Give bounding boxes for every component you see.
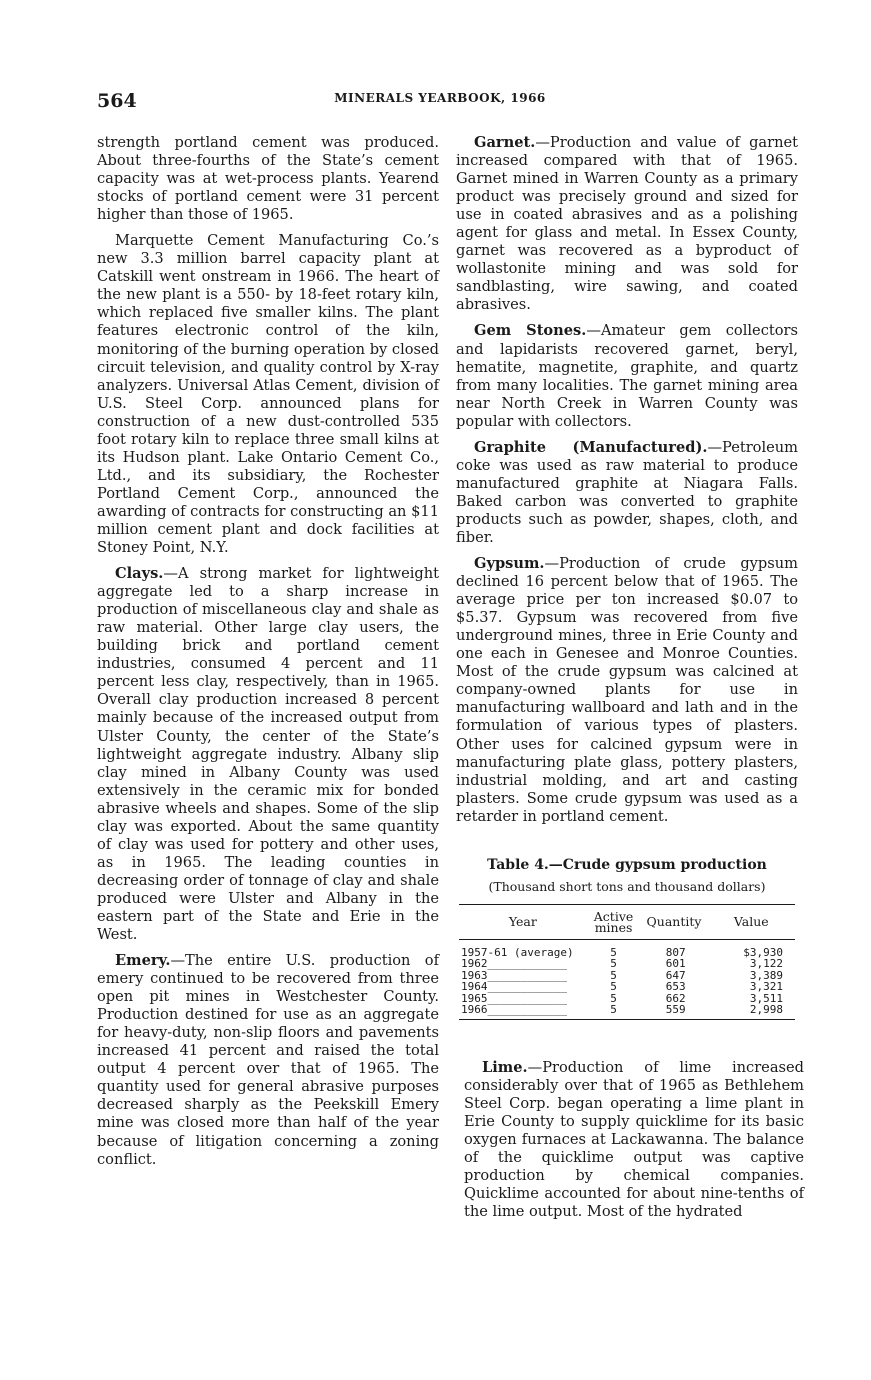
- cell-mines: 5: [610, 968, 617, 982]
- header-year: Year: [459, 904, 587, 939]
- garnet-heading: Garnet.: [474, 134, 536, 151]
- cell-quantity: 653: [665, 980, 686, 994]
- emery-text: —The entire U.S. production of emery continued to be recovered from three open pit mines in Westchester County. Production destined for use as an aggregate for heavy-duty, non-slip floors and pavements increased 41 percent and raised the total output 4 percent over that of 1965. The quantity used for general abrasive purposes decreased sharply as the Peekskill Emery mine was closed more than half of the year because of litigation concerning a zoning conflict.: [97, 952, 439, 1168]
- cell-quantity: 807: [665, 945, 686, 959]
- section-clays: [97, 565, 439, 944]
- cell-value: $3,930: [743, 945, 783, 959]
- gypsum-table-block: [459, 856, 795, 1020]
- emery-heading: Emery.: [115, 952, 171, 970]
- right-column: [456, 134, 798, 1020]
- cell-year: 1966____________: [459, 1004, 587, 1019]
- cell-year: 1962____________: [461, 957, 567, 971]
- section-emery: [97, 952, 439, 1169]
- table-row: [459, 939, 795, 958]
- header-quantity: Quantity: [640, 904, 707, 939]
- gem-stones-heading: Gem Stones.: [474, 322, 587, 340]
- lime-heading: Lime.: [482, 1059, 528, 1076]
- gypsum-production-table: [459, 904, 795, 1020]
- running-title: MINERALS YEARBOOK, 1966: [334, 91, 546, 105]
- cell-value: 3,389: [749, 968, 783, 982]
- section-gem-stones: [456, 322, 798, 430]
- cell-year: 1965____________: [461, 991, 567, 1005]
- cell-mines: 5: [610, 945, 617, 959]
- gem-stones-text: —Amateur gem collectors and lapidarists recovered garnet, beryl, hematite, magnetite, graphite, and quartz from many localities. The garnet mining area near North Creek in Warren County was popular with collectors.: [456, 322, 798, 430]
- cell-value: 3,511: [749, 991, 783, 1005]
- section-graphite: [456, 439, 798, 547]
- lime-text: —Production of lime increased considerably over that of 1965 as Bethlehem Steel Corp. began operating a lime plant in Erie County to supply quicklime for its basic oxygen furnaces at Lackawanna. The balance of the quicklime output was captive production by chemical companies. Quicklime accounted for about nine-tenths of the lime output. Most of the hydrated: [464, 1059, 804, 1221]
- cell-value: 3,321: [749, 980, 783, 994]
- section-gypsum: [456, 555, 798, 826]
- header-active-mines: Active mines: [587, 904, 641, 939]
- cell-year: 1963____________: [461, 968, 567, 982]
- cell-value: 3,122: [749, 957, 783, 971]
- paragraph-marquette-cement: Marquette Cement Manufacturing Co.’s new 3.3 million barrel capacity plant at Catskill went onstream in 1966. The heart of the new plant is a 550- by 18-feet rotary kiln, which replaced five smaller kilns. The plant features electronic control of the kiln, monitoring of the burning operation by closed circuit television, and quality control by X-ray analyzers. Universal Atlas Cement, division of U.S. Steel Corp. announced plans for construction of a new dust-controlled 535 foot rotary kiln to replace three small kilns at its Hudson plant. Lake Ontario Cement Co., Ltd., and its subsidiary, the Rochester Portland Cement Corp., announced the awarding of contracts for constructing an $11 million cement plant and dock facilities at Stoney Point, N.Y.: [97, 232, 440, 557]
- cell-year: 1957-61 (average): [461, 945, 574, 959]
- cell-quantity: 662: [665, 991, 686, 1005]
- garnet-text: —Production and value of garnet increased compared with that of 1965. Garnet mined in Warren County as a primary product was precisely ground and sized for use in coated abrasives and as a polishing agent for glass and metal. In Essex County, garnet was recovered as a byproduct of wollastonite mining and was sold for sandblasting, wire sawing, and coated abrasives.: [456, 134, 798, 314]
- cell-mines: 5: [587, 1004, 641, 1019]
- cell-quantity: 559: [640, 1004, 707, 1019]
- table-title: Table 4.—Crude gypsum production: [487, 856, 767, 873]
- cell-quantity: 601: [665, 957, 686, 971]
- gypsum-text: —Production of crude gypsum declined 16 percent below that of 1965. The average price per ton increased $0.07 to $5.37. Gypsum was recovered from five underground mines, three in Erie County and one each in Genesee and Monroe Counties. Most of the crude gypsum was calcined at company-owned plants for use in manufacturing wallboard and lath and in the formulation of various types of plasters. Other uses for calcined gypsum were in manufacturing plate glass, pottery plasters, industrial molding, and art and casting plasters. Some crude gypsum was used as a retarder in portland cement.: [456, 555, 798, 825]
- graphite-heading: Graphite (Manufactured).: [474, 438, 708, 456]
- paragraph-cement-continued: strength portland cement was produced. About three-fourths of the State’s cement capacity was at wet-process plants. Yearend stocks of portland cement were 31 percent higher than those of 1965.: [97, 134, 439, 224]
- cell-quantity: 647: [665, 968, 686, 982]
- left-column: [97, 134, 439, 1177]
- clays-text: —A strong market for lightweight aggregate led to a sharp increase in production of miscellaneous clay and shale as raw material. Other large clay users, the building brick and portland cement industries, consumed 4 percent and 11 percent less clay, respectively, than in 1965. Overall clay production increased 8 percent mainly because of the increased output from Ulster County, the center of the State’s lightweight aggregate industry. Albany slip clay mined in Albany County was used extensively in the ceramic mix for bonded abrasive wheels and shapes. Some of the slip clay was exported. About the same quantity of clay was used for pottery and other uses, as in 1965. The leading counties in decreasing order of tonnage of clay and shale produced were Ulster and Albany in the eastern part of the State and Erie in the West.: [97, 565, 439, 944]
- header-value: Value: [708, 904, 795, 939]
- right-column-lower: [464, 1059, 804, 1229]
- graphite-text: —Petroleum coke was used as raw material to produce manufactured graphite at Niagara Falls. Baked carbon was converted to graphite products such as powder, shapes, cloth, and fiber.: [456, 438, 798, 546]
- cell-value: 2,998: [708, 1004, 795, 1019]
- cell-year: 1964____________: [461, 980, 567, 994]
- table-row: [459, 1004, 795, 1019]
- cell-mines: 5: [610, 980, 617, 994]
- clays-heading: Clays.: [115, 565, 164, 583]
- table-subtitle: (Thousand short tons and thousand dollars): [488, 878, 766, 894]
- table-header-row: [459, 904, 795, 939]
- cell-mines: 5: [610, 991, 617, 1005]
- section-lime: [464, 1059, 804, 1221]
- page-number: 564: [97, 90, 137, 112]
- cell-mines: 5: [610, 957, 617, 971]
- section-garnet: [456, 134, 798, 314]
- gypsum-heading: Gypsum.: [474, 555, 545, 573]
